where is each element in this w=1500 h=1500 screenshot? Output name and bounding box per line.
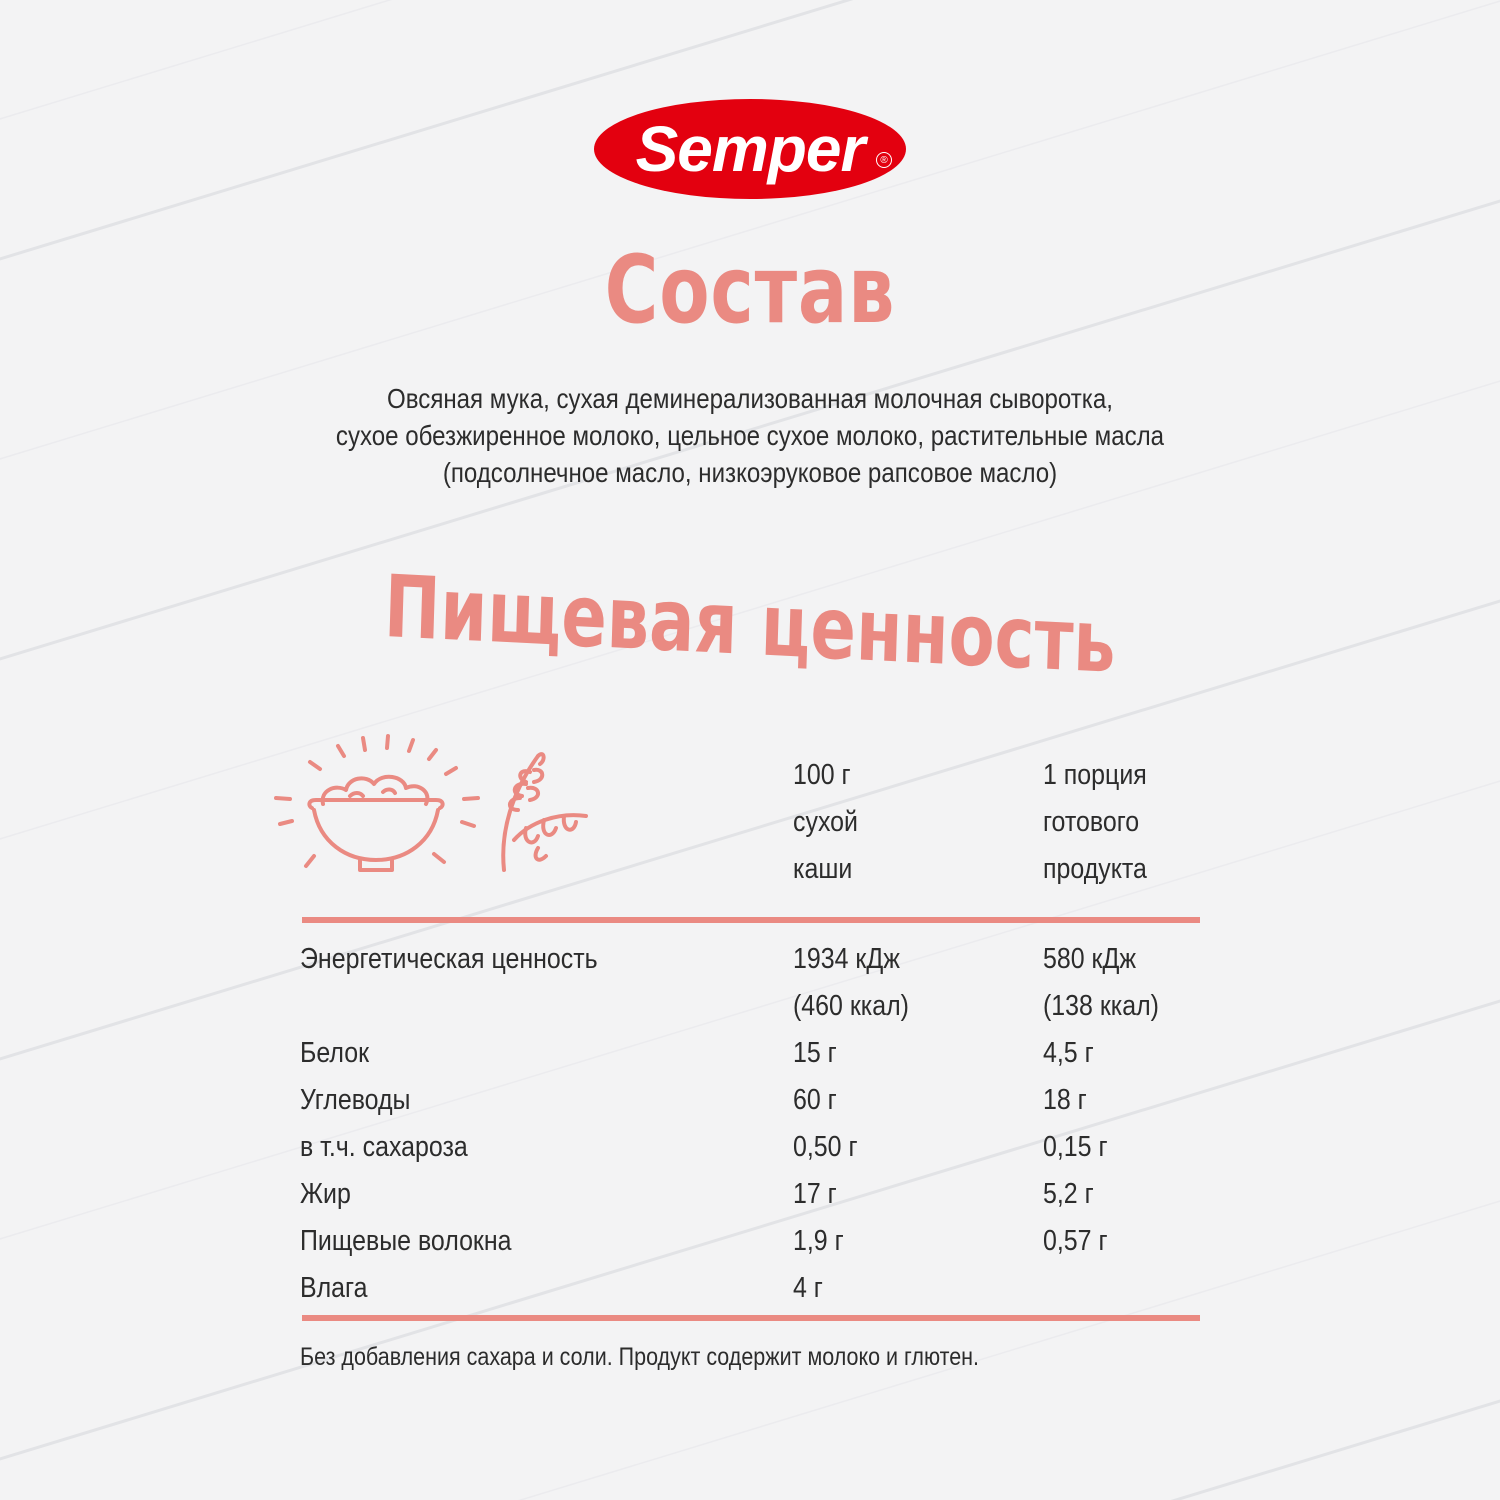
column-header-line: готового <box>1043 806 1140 838</box>
value-per-portion: 5,2 г <box>1043 1178 1094 1210</box>
value-per-portion: 0,57 г <box>1043 1225 1108 1257</box>
value-per-100g: 1,9 г <box>793 1225 844 1257</box>
column-header-line: сухой <box>793 806 858 838</box>
value-per-portion: 4,5 г <box>1043 1037 1094 1069</box>
nutrient-name: Жир <box>300 1178 351 1210</box>
table-divider-bottom <box>302 1315 1200 1321</box>
ingredients-line: (подсолнечное масло, низкоэруковое рапсовое масло) <box>442 457 1058 488</box>
nutrient-name: Пищевые волокна <box>300 1225 512 1257</box>
nutrition-heading: Пищевая ценность <box>382 557 1118 693</box>
nutrient-name: Влага <box>300 1272 368 1304</box>
logo-text: Semper <box>635 113 865 185</box>
value-per-100g: (460 ккал) <box>793 990 909 1022</box>
value-per-100g: 1934 кДж <box>793 943 900 975</box>
porridge-bowl-icon <box>276 736 478 870</box>
ingredients-text <box>320 380 1180 491</box>
nutrition-icons <box>268 732 608 882</box>
footnote: Без добавления сахара и соли. Продукт содержит молоко и глютен. <box>300 1343 980 1371</box>
column-header-line: 100 г <box>793 759 851 791</box>
nutrient-name: Энергетическая ценность <box>300 943 598 975</box>
column-header-dry <box>793 752 858 893</box>
value-per-100g: 60 г <box>793 1084 837 1116</box>
value-per-portion: 580 кДж <box>1043 943 1137 975</box>
column-header-portion <box>1043 752 1147 893</box>
value-per-100g: 4 г <box>793 1272 823 1304</box>
oat-plant-icon <box>503 754 586 870</box>
value-per-100g: 0,50 г <box>793 1131 858 1163</box>
value-per-portion: 18 г <box>1043 1084 1087 1116</box>
nutrient-name: Белок <box>300 1037 370 1069</box>
column-header-line: продукта <box>1043 853 1147 885</box>
column-header-line: 1 порция <box>1043 759 1147 791</box>
value-per-portion: 0,15 г <box>1043 1131 1108 1163</box>
nutrient-name: в т.ч. сахароза <box>300 1131 468 1163</box>
composition-heading: Состав <box>604 236 896 345</box>
value-per-100g: 15 г <box>793 1037 837 1069</box>
nutrient-name: Углеводы <box>300 1084 411 1116</box>
value-per-portion: (138 ккал) <box>1043 990 1159 1022</box>
semper-logo <box>592 97 908 201</box>
column-header-line: каши <box>793 853 853 885</box>
registered-mark: ® <box>876 152 892 168</box>
value-per-100g: 17 г <box>793 1178 837 1210</box>
table-divider-top <box>302 917 1200 923</box>
ingredients-line: Овсяная мука, сухая деминерализованная молочная сыворотка, <box>387 383 1113 414</box>
ingredients-line: сухое обезжиренное молоко, цельное сухое молоко, растительные масла <box>335 420 1165 451</box>
